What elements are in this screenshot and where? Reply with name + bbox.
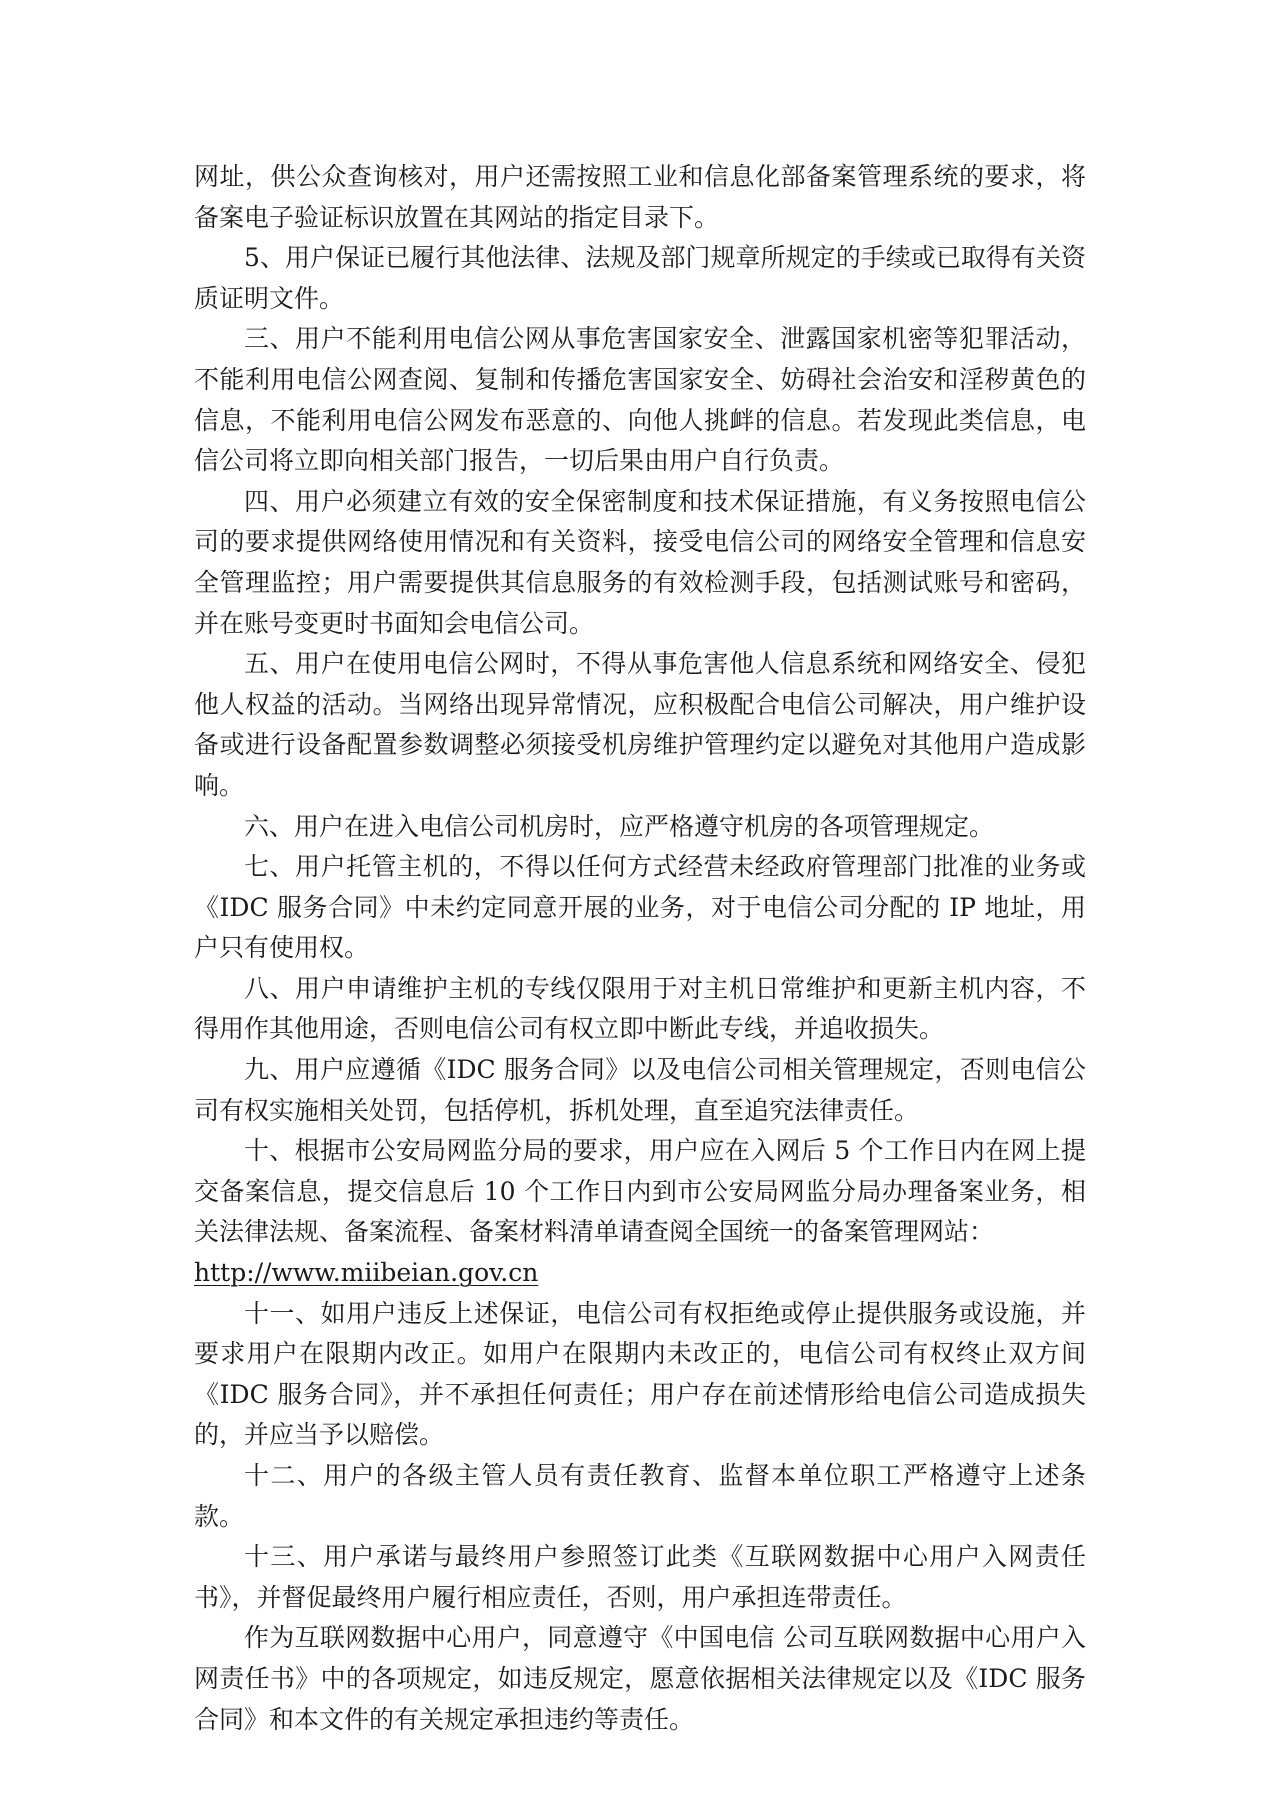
- beian-website-link[interactable]: http://www.miibeian.gov.cn: [194, 1258, 539, 1288]
- url-line: [194, 1253, 1086, 1294]
- paragraph-clause-7: 七、用户托管主机的，不得以任何方式经营未经政府管理部门批准的业务或《IDC 服务合同》中未约定同意开展的业务，对于电信公司分配的 IP 地址，用户只有使用权。: [194, 852, 1086, 963]
- paragraph-clause-9: 九、用户应遵循《IDC 服务合同》以及电信公司相关管理规定，否则电信公司有权实施相关处罚，包括停机，拆机处理，直至追究法律责任。: [194, 1055, 1086, 1125]
- paragraph-item-5: 5、用户保证已履行其他法律、法规及部门规章所规定的手续或已取得有关资质证明文件。: [194, 243, 1086, 313]
- paragraph-clause-13: 十三、用户承诺与最终用户参照签订此类《互联网数据中心用户入网责任书》，并督促最终用户履行相应责任，否则，用户承担连带责任。: [194, 1542, 1086, 1612]
- paragraph-clause-8: 八、用户申请维护主机的专线仅限用于对主机日常维护和更新主机内容，不得用作其他用途，否则电信公司有权立即中断此专线，并追收损失。: [194, 973, 1086, 1044]
- paragraph-clause-4: 四、用户必须建立有效的安全保密制度和技术保证措施，有义务按照电信公司的要求提供网络使用情况和有关资料，接受电信公司的网络安全管理和信息安全管理监控；用户需要提供其信息服务的有效检测手段，包括测试账号和密码，并在账号变更时书面知会电信公司。: [194, 486, 1086, 638]
- paragraph-clause-10: 十、根据市公安局网监分局的要求，用户应在入网后 5 个工作日内在网上提交备案信息，提交信息后 10 个工作日内到市公安局网监分局办理备案业务，相关法律法规、备案流程、备案材料清单请查阅全国统一的备案管理网站：: [194, 1136, 1086, 1247]
- paragraph-continued-website: 网址，供公众查询核对，用户还需按照工业和信息化部备案管理系统的要求，将备案电子验证标识放置在其网站的指定目录下。: [194, 162, 1086, 232]
- document-body: [194, 157, 1086, 1740]
- paragraph-closing-statement: 作为互联网数据中心用户，同意遵守《中国电信 公司互联网数据中心用户入网责任书》中的各项规定，如违反规定，愿意依据相关法律规定以及《IDC 服务合同》和本文件的有关规定承担违约等责任。: [194, 1623, 1086, 1734]
- paragraph-clause-6: 六、用户在进入电信公司机房时，应严格遵守机房的各项管理规定。: [244, 811, 995, 841]
- paragraph-clause-3: 三、用户不能利用电信公网从事危害国家安全、泄露国家机密等犯罪活动，不能利用电信公网查阅、复制和传播危害国家安全、妨碍社会治安和淫秽黄色的信息，不能利用电信公网发布恶意的、向他人挑衅的信息。若发现此类信息，电信公司将立即向相关部门报告，一切后果由用户自行负责。: [194, 324, 1086, 476]
- paragraph-clause-5: 五、用户在使用电信公网时，不得从事危害他人信息系统和网络安全、侵犯他人权益的活动。当网络出现异常情况，应积极配合电信公司解决，用户维护设备或进行设备配置参数调整必须接受机房维护管理约定以避免对其他用户造成影响。: [194, 649, 1086, 800]
- paragraph-clause-11: 十一、如用户违反上述保证，电信公司有权拒绝或停止提供服务或设施，并要求用户在限期内改正。如用户在限期内未改正的，电信公司有权终止双方间《IDC 服务合同》，并不承担任何责任；用户存在前述情形给电信公司造成损失的，并应当予以赔偿。: [194, 1298, 1086, 1450]
- paragraph-clause-12: 十二、用户的各级主管人员有责任教育、监督本单位职工严格遵守上述条款。: [194, 1461, 1086, 1531]
